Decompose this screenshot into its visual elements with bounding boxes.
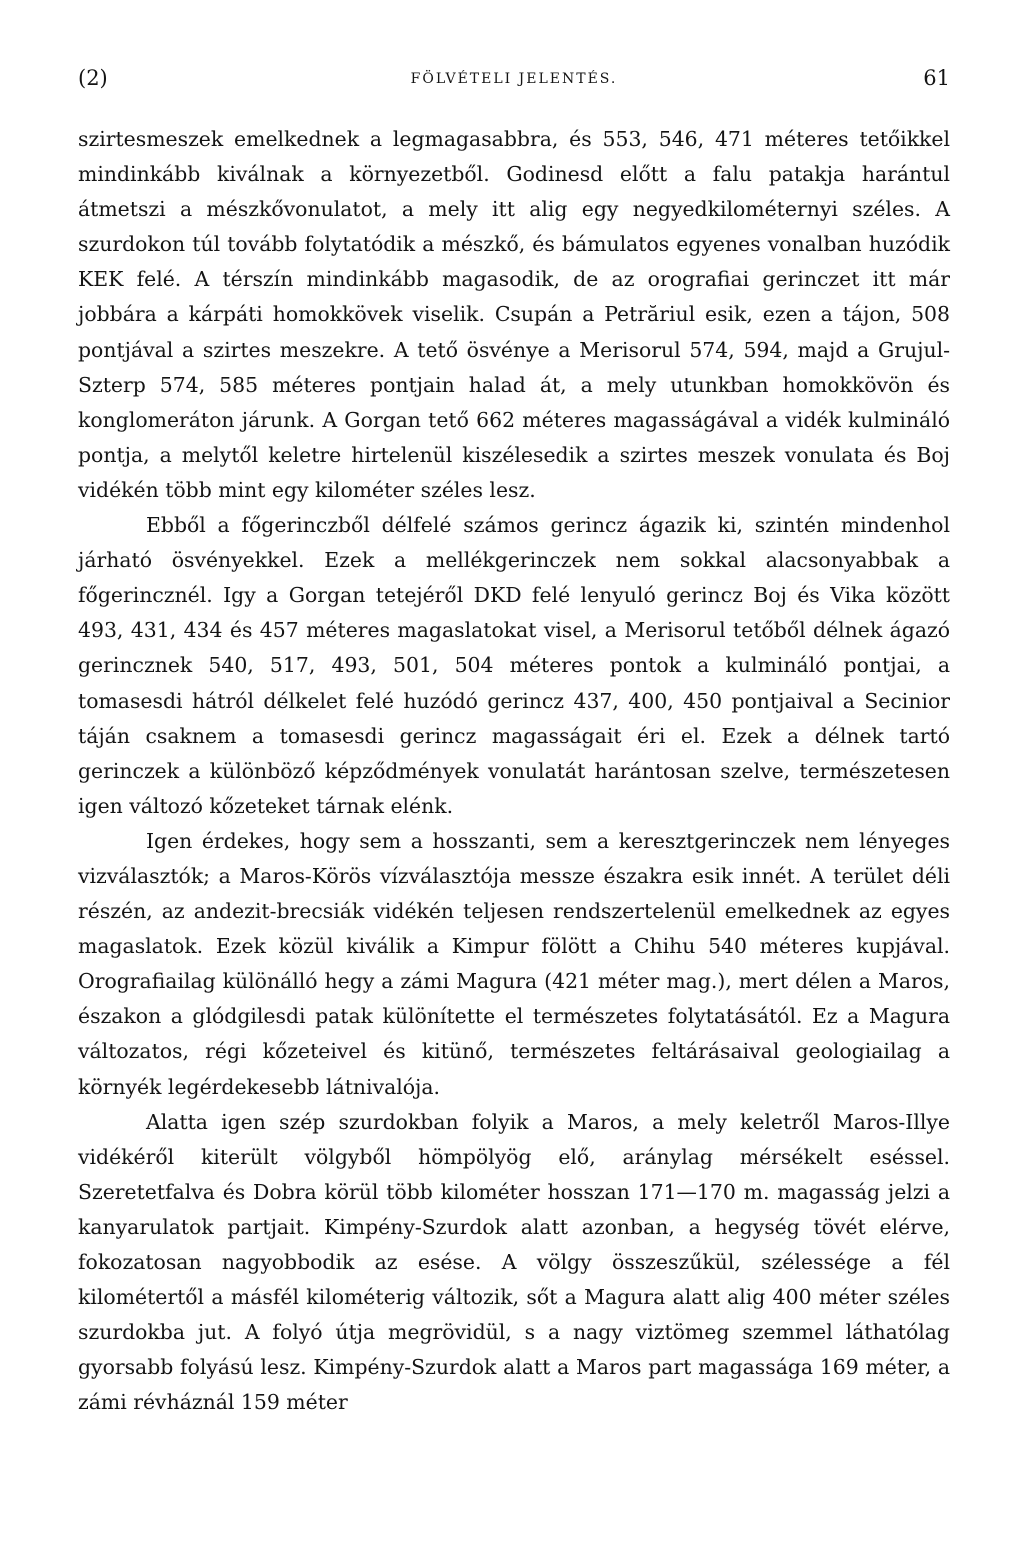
page-label: (2) <box>78 66 108 90</box>
page-header <box>78 66 950 100</box>
paragraph: Alatta igen szép szurdokban folyik a Maros, a mely keletről Maros-Illye vidékéről kiterült völgyből hömpölyög elő, aránylag mérsékelt eséssel. Szeretetfalva és Dobra körül több kilométer hosszan 171—170 m. magasság jelzi a kanyarulatok partjait. Kimpény-Szurdok alatt azonban, a hegység tövét elérve, fokozatosan nagyobbodik az esése. A völgy összeszűkül, szélessége a fél kilométertől a másfél kilométerig változik, sőt a Magura alatt alig 400 méter széles szurdokba jut. A folyó útja megrövidül, s a nagy viztömeg szemmel láthatólag gyorsabb folyású lesz. Kimpény-Szurdok alatt a Maros part magassága 169 méter, a zámi révháznál 159 méter <box>78 1109 950 1415</box>
paragraph: Ebből a főgerinczből délfelé számos gerincz ágazik ki, szintén mindenhol járható ösvényekkel. Ezek a mellékgerinczek nem sokkal alacsonyabbak a főgerincznél. Igy a Gorgan tetejéről DKD felé lenyuló gerincz Boj és Vika között 493, 431, 434 és 457 méteres magaslatokat visel, a Merisorul tetőből délnek ágazó gerincznek 540, 517, 493, 501, 504 méteres pontok a kulmináló pontjai, a tomasesdi hátról délkelet felé huzódó gerincz 437, 400, 450 pontjaival a Secinior táján csaknem a tomasesdi gerincz magasságait éri el. Ezek a délnek tartó gerinczek a különböző képződmények vonulatát harántosan szelve, természetesen igen változó kőzeteket tárnak elénk. <box>78 513 950 818</box>
paragraph: szirtesmeszek emelkednek a legmagasabbra, és 553, 546, 471 méteres tetőikkel mindinkább kiválnak a környezetből. Godinesd előtt a falu patakja harántul átmetszi a mészkővonulatot, a mely itt alig egy negyedkilométernyi széles. A szurdokon túl tovább folytatódik a mészkő, és bámulatos egyenes vonalban huzódik KEK felé. A térszín mindinkább magasodik, de az orografiai gerinczet itt már jobbára a kárpáti homokkövek viselik. Csupán a Petrăriul esik, ezen a tájon, 508 pontjával a szirtes meszekre. A tető ösvénye a Merisorul 574, 594, majd a Grujul-Szterp 574, 585 méteres pontjain halad át, a mely utunkban homokkövön és konglomeráton járunk. A Gorgan tető 662 méteres magasságával a vidék kulmináló pontja, a melytől keletre hirtelenül kiszélesedik a szirtes meszek vonulata és Boj vidékén több mint egy kilométer széles lesz. <box>78 127 950 502</box>
book-page <box>78 66 950 1420</box>
page-number: 61 <box>923 66 950 90</box>
paragraph: Igen érdekes, hogy sem a hosszanti, sem a keresztgerinczek nem lényeges vizválasztók; a Maros-Körös vízválasztója messze északra esik innét. A terület déli részén, az andezit-brecsiák vidékén teljesen rendszertelenül emelkednek az egyes magaslatok. Ezek közül kiválik a Kimpur fölött a Chihu 540 méteres kupjával. Orografiailag különálló hegy a zámi Magura (421 méter mag.), mert délen a Maros, északon a glódgilesdi patak különítette el természetes folytatásától. Ez a Magura változatos, régi kőzeteivel és kitünő, természetes feltárásaival geologiailag a környék legérdekesebb látnivalója. <box>78 828 950 1099</box>
body-text <box>78 122 950 1420</box>
running-title: FÖLVÉTELI JELENTÉS. <box>410 71 618 87</box>
